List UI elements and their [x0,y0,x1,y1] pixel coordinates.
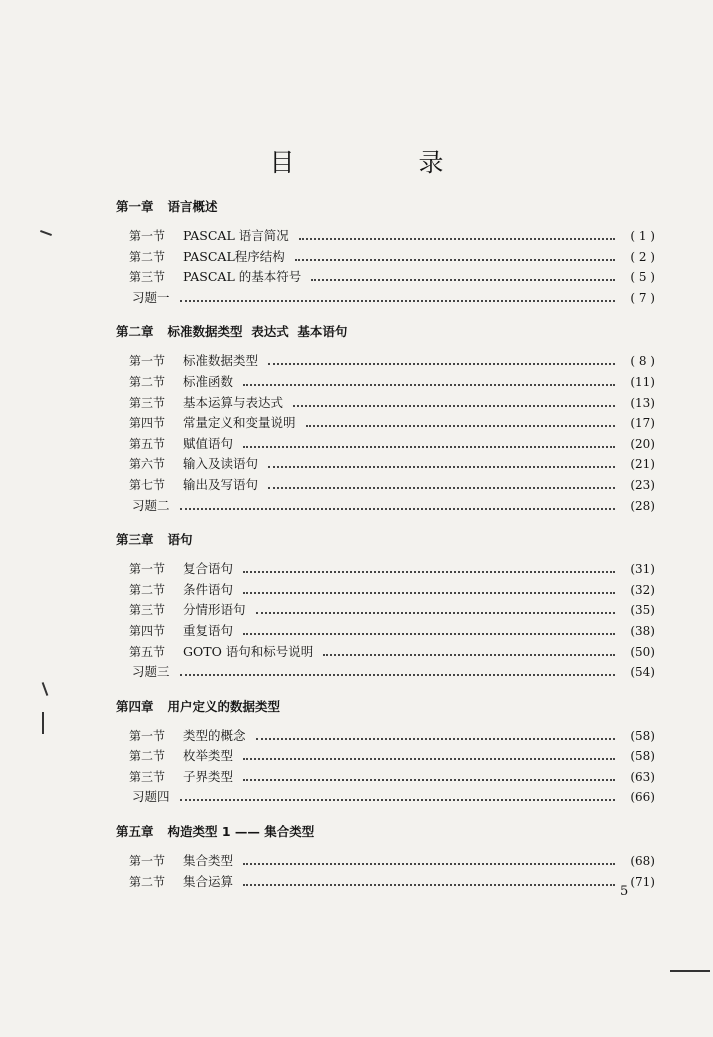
section-number: 第一节 [129,562,166,577]
dot-leader [243,758,615,760]
section-title: 集合类型 [183,853,234,869]
section-title: 条件语句 [183,581,234,597]
toc-chapter [0,530,713,683]
page-reference: (71) [630,874,655,889]
dot-leader [243,779,615,781]
toc-section-entry [0,247,713,268]
section-title: 习题一 [132,289,170,305]
section-number: 第六节 [129,457,166,472]
chapter-heading [116,322,713,342]
section-number: 第四节 [129,623,166,638]
dot-leader [295,259,615,261]
section-title: 基本运算与表达式 [183,394,284,410]
chapter-number: 第三章 [116,532,154,548]
chapter-number: 第二章 [116,324,154,340]
page-reference: (23) [630,477,655,492]
chapter-title: 用户定义的数据类型 [167,698,281,714]
dot-leader [180,508,615,510]
dot-leader [268,363,615,365]
toc-chapter [0,697,713,808]
page-reference: (20) [630,436,655,451]
chapter-heading [116,822,713,842]
section-title: 复合语句 [183,561,234,577]
section-title: PASCAL程序结构 [183,248,285,264]
section-title: 重复语句 [183,622,234,638]
table-of-contents [0,197,713,892]
chapter-number: 第一章 [116,199,154,214]
section-number: 第二节 [129,874,166,889]
section-title: 标准函数 [183,373,234,389]
dot-leader [180,300,615,302]
toc-section-entry [0,434,713,455]
toc-section-entry [0,454,713,475]
section-number: 第二节 [129,374,166,389]
dot-leader [180,674,615,676]
page-reference: (21) [630,457,655,472]
toc-section-entry [0,746,713,767]
section-number: 第七节 [129,477,166,492]
dot-leader [306,425,615,427]
section-title: 类型的概念 [183,727,246,743]
toc-exercise-entry [0,496,713,517]
section-number: 第一节 [129,229,166,243]
page-reference: (35) [630,603,655,618]
page-reference: (13) [630,395,655,410]
toc-section-entry [0,621,713,642]
section-number: 第二节 [129,249,166,264]
chapter-number: 第五章 [116,824,154,840]
toc-section-entry [0,475,713,496]
dot-leader [256,738,615,740]
section-title: 习题四 [132,789,170,805]
section-title: 常量定义和变量说明 [183,415,296,431]
section-title: 习题三 [132,664,170,680]
toc-section-entry [0,267,713,288]
page-reference: (38) [630,623,655,638]
page-reference: ( 8 ) [630,354,655,369]
chapter-number: 第四章 [116,698,154,714]
page-reference: ( 1 ) [630,229,655,243]
section-number: 第五节 [129,644,166,659]
section-number: 第一节 [129,354,166,369]
section-title: 赋值语句 [183,435,234,451]
chapter-title: 构造类型 1 —— 集合类型 [167,824,315,840]
section-title: PASCAL 语言简况 [183,228,289,243]
toc-chapter [0,822,713,892]
page-reference: (54) [630,665,655,680]
section-number: 第三节 [129,603,166,618]
dot-leader [243,884,615,886]
page-reference: (11) [630,374,655,389]
section-number: 第三节 [129,769,166,784]
toc-section-entry [0,226,713,247]
dot-leader [243,446,615,448]
toc-section-entry [0,872,713,893]
chapter-title: 语句 [167,532,193,548]
page-reference: ( 2 ) [630,249,655,264]
section-title: 习题二 [132,497,170,513]
toc-section-entry [0,642,713,663]
section-title: 输出及写语句 [183,476,259,492]
page-reference: (17) [630,416,655,431]
chapter-heading [116,197,713,217]
toc-exercise-entry [0,662,713,683]
section-number: 第三节 [129,395,166,410]
dot-leader [293,405,615,407]
page-reference: (32) [630,582,655,597]
section-title: 集合运算 [183,873,234,889]
toc-section-entry [0,413,713,434]
section-number: 第一节 [129,728,166,743]
page-title: 目 录 [269,148,502,177]
page-reference: (63) [630,769,655,784]
dot-leader [268,487,615,489]
page-reference: (66) [630,790,655,805]
chapter-title: 语言概述 [167,199,218,214]
section-number: 第四节 [129,416,166,431]
section-number: 第三节 [129,270,166,285]
section-title: 分情形语句 [183,602,246,618]
chapter-title: 标准数据类型 表达式 基本语句 [167,324,348,340]
section-number: 第五节 [129,436,166,451]
toc-section-entry [0,726,713,747]
toc-exercise-entry [0,787,713,808]
page-reference: (31) [630,562,655,577]
dot-leader [268,466,615,468]
page-reference: ( 5 ) [630,270,655,285]
scan-mark [42,712,44,734]
toc-section-entry [0,351,713,372]
section-title: 标准数据类型 [183,353,259,369]
section-title: 子界类型 [183,768,234,784]
toc-chapter [0,197,713,308]
dot-leader [323,654,615,656]
page-number: 5 [620,884,629,899]
dot-leader [299,238,615,240]
dot-leader [311,279,615,281]
section-title: 输入及读语句 [183,456,259,472]
section-title: GOTO 语句和标号说明 [183,643,314,659]
section-number: 第一节 [129,854,166,869]
toc-section-entry [0,600,713,621]
toc-section-entry [0,559,713,580]
page-reference: (50) [630,644,655,659]
page-reference: (68) [630,854,655,869]
dot-leader [243,592,615,594]
section-number: 第二节 [129,749,166,764]
chapter-heading [116,530,713,550]
section-title: 枚举类型 [183,748,234,764]
toc-section-entry [0,767,713,788]
section-title: PASCAL 的基本符号 [183,269,302,285]
toc-exercise-entry [0,288,713,309]
page-reference: (58) [630,749,655,764]
dot-leader [243,863,615,865]
toc-section-entry [0,580,713,601]
toc-section-entry [0,372,713,393]
page-reference: (28) [630,498,655,513]
scan-mark [670,970,710,972]
toc-section-entry [0,851,713,872]
dot-leader [243,384,615,386]
page-reference: (58) [630,728,655,743]
toc-section-entry [0,393,713,414]
chapter-heading [116,697,713,717]
toc-chapter [0,322,713,516]
dot-leader [180,799,615,801]
dot-leader [243,571,615,573]
dot-leader [256,612,615,614]
page-reference: ( 7 ) [630,290,655,305]
section-number: 第二节 [129,582,166,597]
dot-leader [243,633,615,635]
